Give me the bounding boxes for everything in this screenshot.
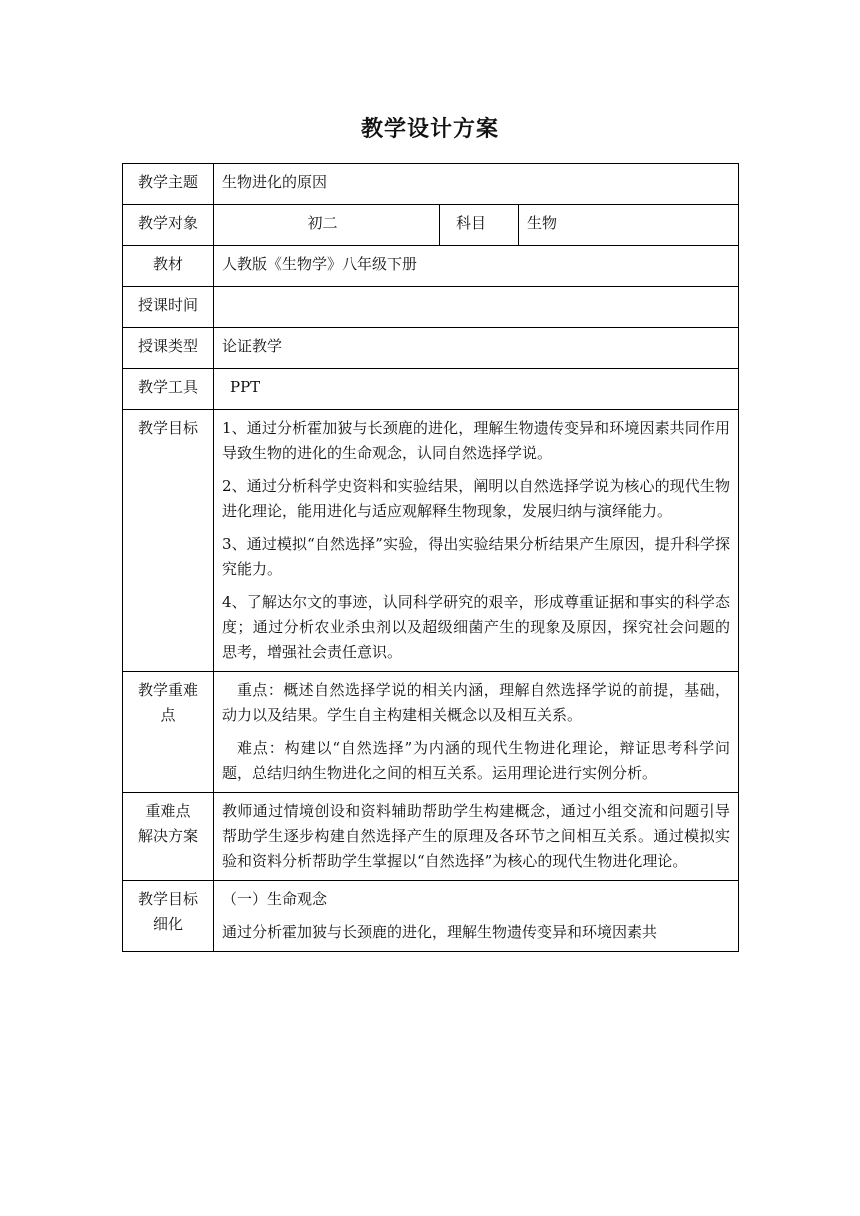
row-audience	[123, 205, 739, 246]
subject-label: 科目	[440, 205, 519, 246]
refined-content	[214, 881, 739, 952]
key-points-content	[214, 672, 739, 793]
subject-value: 生物	[519, 205, 739, 246]
solution-content	[214, 793, 739, 881]
solution-label	[123, 793, 214, 881]
key-points-label-line2: 点	[160, 706, 176, 724]
refined-label	[123, 881, 214, 952]
objectives-content	[214, 410, 739, 672]
solution-label-line2: 解决方案	[137, 827, 198, 845]
row-type	[123, 328, 739, 369]
row-refined-objectives	[123, 881, 739, 952]
row-time	[123, 287, 739, 328]
tools-value: PPT	[214, 369, 739, 410]
textbook-label: 教材	[123, 246, 214, 287]
objectives-label: 教学目标	[123, 410, 214, 672]
time-value	[214, 287, 739, 328]
row-tools	[123, 369, 739, 410]
solution-label-line1: 重难点	[145, 802, 191, 820]
key-point-difficulty: 难点：构建以“自然选择”为内涵的现代生物进化理论，辩证思考科学问题，总结归纳生物进化之间的相互关系。运用理论进行实例分析。	[222, 739, 730, 782]
theme-label: 教学主题	[123, 164, 214, 205]
textbook-value: 人教版《生物学》八年级下册	[214, 246, 739, 287]
lesson-plan-table	[122, 163, 739, 952]
objective-item-1: 1、通过分析霍加狓与长颈鹿的进化，理解生物遗传变异和环境因素共同作用导致生物的进化的生命观念，认同自然选择学说。	[222, 419, 730, 462]
objective-item-3: 3、通过模拟“自然选择”实验，得出实验结果分析结果产生原因，提升科学探究能力。	[222, 535, 730, 578]
row-objectives	[123, 410, 739, 672]
time-label: 授课时间	[123, 287, 214, 328]
refined-label-line2: 细化	[152, 915, 183, 933]
refined-label-line1: 教学目标	[137, 890, 198, 908]
tools-label: 教学工具	[123, 369, 214, 410]
row-solution	[123, 793, 739, 881]
type-label: 授课类型	[123, 328, 214, 369]
objective-item-2: 2、通过分析科学史资料和实验结果，阐明以自然选择学说为核心的现代生物进化理论，能用进化与适应观解释生物现象，发展归纳与演绎能力。	[222, 477, 730, 520]
document-title: 教学设计方案	[360, 117, 499, 142]
row-textbook	[123, 246, 739, 287]
theme-value: 生物进化的原因	[214, 164, 739, 205]
key-points-label-line1: 教学重难	[137, 681, 198, 699]
audience-label: 教学对象	[123, 205, 214, 246]
row-theme	[123, 164, 739, 205]
row-key-points	[123, 672, 739, 793]
refined-heading: （一）生命观念	[222, 890, 328, 908]
objective-item-4: 4、了解达尔文的事迹，认同科学研究的艰辛，形成尊重证据和事实的科学态度；通过分析农业杀虫剂以及超级细菌产生的现象及原因，探究社会问题的思考，增强社会责任意识。	[222, 593, 730, 661]
key-points-label	[123, 672, 214, 793]
audience-value: 初二	[214, 205, 440, 246]
key-point-focus: 重点：概述自然选择学说的相关内涵，理解自然选择学说的前提，基础，动力以及结果。学生自主构建相关概念以及相互关系。	[222, 681, 730, 724]
type-value: 论证教学	[214, 328, 739, 369]
solution-text: 教师通过情境创设和资料辅助帮助学生构建概念，通过小组交流和问题引导帮助学生逐步构建自然选择产生的原理及各环节之间相互关系。通过模拟实验和资料分析帮助学生掌握以“自然选择”为核心的现代生物进化理论。	[222, 802, 730, 870]
refined-text: 通过分析霍加狓与长颈鹿的进化，理解生物遗传变异和环境因素共	[222, 923, 658, 941]
